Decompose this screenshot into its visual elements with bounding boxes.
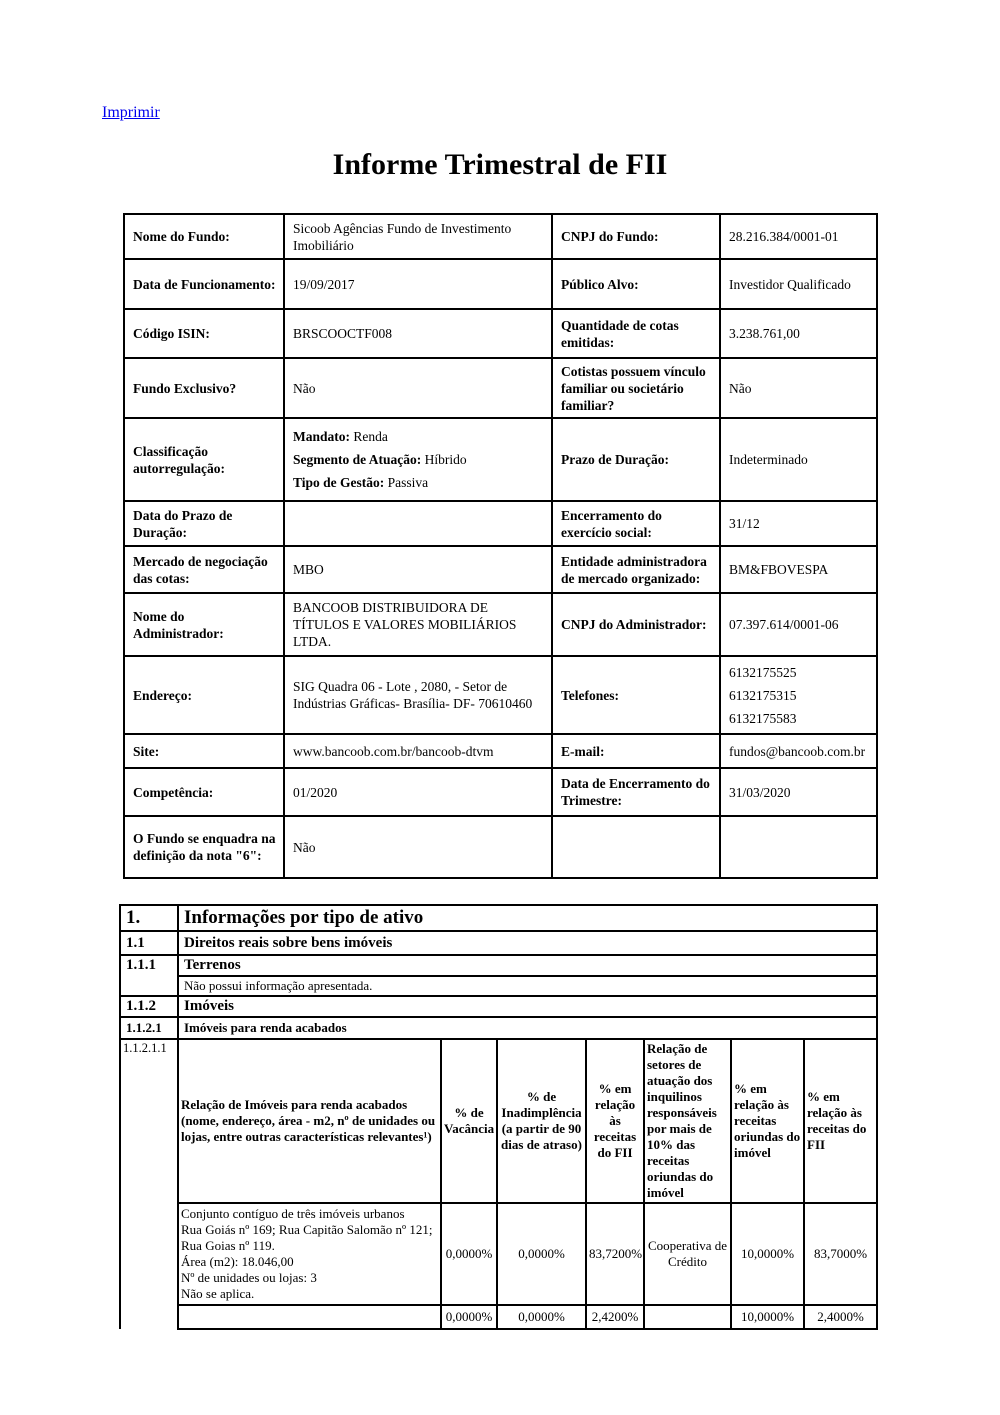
fund-info-table [123,213,878,879]
section-number: 1.1.2 [120,996,178,1017]
label-data-encerramento-trimestre: Data de Encerramento do Trimestre: [552,768,720,816]
header-pct-fii-revenue-2: % em relação às receitas do FII [804,1039,877,1203]
value-pct-property-revenue: 10,0000% [731,1203,804,1305]
section-number: 1.1.1 [120,955,178,996]
header-vacancy: % de Vacância [441,1039,497,1203]
label-encerramento-exercicio: Encerramento do exercício social: [552,501,720,546]
label-classificacao: Classificação autorregulação: [124,418,284,501]
table-row [124,816,877,878]
value-telefones [720,656,877,734]
tipo-gestao-label: Tipo de Gestão: [293,475,385,490]
property-header-row [120,1039,877,1203]
value-codigo-isin: BRSCOOCTF008 [284,309,552,358]
label-email: E-mail: [552,734,720,768]
property-data-row-partial [120,1305,877,1329]
empty-label-cell [552,816,720,878]
table-row [124,546,877,593]
value-default-rate: 0,0000% [497,1305,586,1329]
telefone-1: 6132175525 [729,664,797,680]
value-endereco: SIG Quadra 06 - Lote , 2080, - Setor de Indústrias Gráficas- Brasília- DF- 70610460 [284,656,552,734]
label-quantidade-cotas: Quantidade de cotas emitidas: [552,309,720,358]
label-fundo-exclusivo: Fundo Exclusivo? [124,358,284,418]
label-publico-alvo: Público Alvo: [552,259,720,309]
section-info-row [120,976,877,996]
label-entidade-administradora: Entidade administradora de mercado organizado: [552,546,720,593]
property-description [178,1203,441,1305]
value-nome-do-fundo: Sicoob Agências Fundo de Investimento Imobiliário [284,214,552,259]
value-data-encerramento-trimestre: 31/03/2020 [720,768,877,816]
value-prazo-duracao: Indeterminado [720,418,877,501]
section-number: 1.1.2.1 [120,1017,178,1039]
value-entidade-administradora: BM&FBOVESPA [720,546,877,593]
value-vacancy: 0,0000% [441,1305,497,1329]
table-row [124,259,877,309]
print-link[interactable]: Imprimir [102,104,160,121]
header-description: Relação de Imóveis para renda acabados (nome, endereço, área - m2, nº de unidades ou lojas, entre outras características relevantes¹) [178,1039,441,1203]
segmento-value: Híbrido [421,452,467,467]
label-nome-do-fundo: Nome do Fundo: [124,214,284,259]
label-endereco: Endereço: [124,656,284,734]
label-site: Site: [124,734,284,768]
value-pct-property-revenue: 10,0000% [731,1305,804,1329]
property-description [178,1305,441,1329]
description-line: Nº de unidades ou lojas: 3 [181,1270,317,1285]
value-cnpj-administrador: 07.397.614/0001-06 [720,593,877,656]
section-number: 1.1 [120,931,178,955]
value-tenant-sectors: Cooperativa de Crédito [644,1203,731,1305]
value-pct-fii-revenue-2: 2,4000% [804,1305,877,1329]
table-row [124,593,877,656]
label-competencia: Competência: [124,768,284,816]
value-fundo-nota-6: Não [284,816,552,878]
property-row-number: 1.1.2.1.1 [120,1039,178,1329]
section-title-informacoes-por-tipo-de-ativo: Informações por tipo de ativo [178,905,877,931]
description-line: Conjunto contíguo de três imóveis urbanos [181,1206,405,1221]
value-fundo-exclusivo: Não [284,358,552,418]
value-cotistas-vinculo: Não [720,358,877,418]
value-data-funcionamento: 19/09/2017 [284,259,552,309]
section-row-1-1-1 [120,955,877,976]
value-nome-administrador: BANCOOB DISTRIBUIDORA DE TÍTULOS E VALORES MOBILIÁRIOS LTDA. [284,593,552,656]
section-title-imoveis: Imóveis [178,996,877,1017]
segmento-label: Segmento de Atuação: [293,452,422,467]
value-cnpj-do-fundo: 28.216.384/0001-01 [720,214,877,259]
page-title: Informe Trimestral de FII [332,148,668,181]
tipo-gestao-value: Passiva [384,475,429,490]
section-title-terrenos: Terrenos [178,955,877,976]
mandato-label: Mandato: [293,429,350,444]
section-title-direitos-reais: Direitos reais sobre bens imóveis [178,931,877,955]
mandato-value: Renda [350,429,388,444]
description-line: Área (m2): 18.046,00 [181,1254,294,1269]
label-codigo-isin: Código ISIN: [124,309,284,358]
value-pct-fii-revenue: 83,7200% [586,1203,644,1305]
value-tenant-sectors [644,1305,731,1329]
value-pct-fii-revenue: 2,4200% [586,1305,644,1329]
value-mercado-negociacao: MBO [284,546,552,593]
section-number: 1. [120,905,178,931]
section-row-1 [120,905,877,931]
table-row [124,501,877,546]
telefone-3: 6132175583 [729,710,797,726]
description-line: Rua Goiás nº 169; Rua Capitão Salomão nº 121; Rua Goias nº 119. [181,1222,433,1253]
table-row [124,358,877,418]
header-pct-property-revenue: % em relação às receitas oriundas do imóvel [731,1039,804,1203]
table-row [124,309,877,358]
label-cnpj-do-fundo: CNPJ do Fundo: [552,214,720,259]
table-row [124,734,877,768]
value-vacancy: 0,0000% [441,1203,497,1305]
table-row [124,656,877,734]
description-line: Não se aplica. [181,1286,255,1301]
value-pct-fii-revenue-2: 83,7000% [804,1203,877,1305]
value-quantidade-cotas: 3.238.761,00 [720,309,877,358]
section-row-1-1-2 [120,996,877,1017]
label-mercado-negociacao: Mercado de negociação das cotas: [124,546,284,593]
empty-value-cell [720,816,877,878]
telefone-2: 6132175315 [729,687,797,703]
label-data-funcionamento: Data de Funcionamento: [124,259,284,309]
section-row-1-1-2-1 [120,1017,877,1039]
header-default-rate: % de Inadimplência (a partir de 90 dias de atraso) [497,1039,586,1203]
header-tenant-sectors: Relação de setores de atuação dos inquilinos responsáveis por mais de 10% das receitas oriundas do imóvel [644,1039,731,1203]
value-data-prazo-duracao [284,501,552,546]
label-telefones: Telefones: [552,656,720,734]
table-row [124,768,877,816]
value-encerramento-exercicio: 31/12 [720,501,877,546]
label-cotistas-vinculo: Cotistas possuem vínculo familiar ou societário familiar? [552,358,720,418]
value-site: www.bancoob.com.br/bancoob-dtvm [284,734,552,768]
label-nome-administrador: Nome do Administrador: [124,593,284,656]
label-cnpj-administrador: CNPJ do Administrador: [552,593,720,656]
value-publico-alvo: Investidor Qualificado [720,259,877,309]
asset-info-table [119,904,878,1330]
table-row [124,214,877,259]
table-row [124,418,877,501]
value-classificacao [284,418,552,501]
label-prazo-duracao: Prazo de Duração: [552,418,720,501]
no-information-text: Não possui informação apresentada. [178,976,877,996]
label-fundo-nota-6: O Fundo se enquadra na definição da nota "6": [124,816,284,878]
property-data-row [120,1203,877,1305]
value-email: fundos@bancoob.com.br [720,734,877,768]
value-default-rate: 0,0000% [497,1203,586,1305]
header-pct-fii-revenue: % em relação às receitas do FII [586,1039,644,1203]
value-competencia: 01/2020 [284,768,552,816]
label-data-prazo-duracao: Data do Prazo de Duração: [124,501,284,546]
section-row-1-1 [120,931,877,955]
section-title-imoveis-renda-acabados: Imóveis para renda acabados [178,1017,877,1039]
